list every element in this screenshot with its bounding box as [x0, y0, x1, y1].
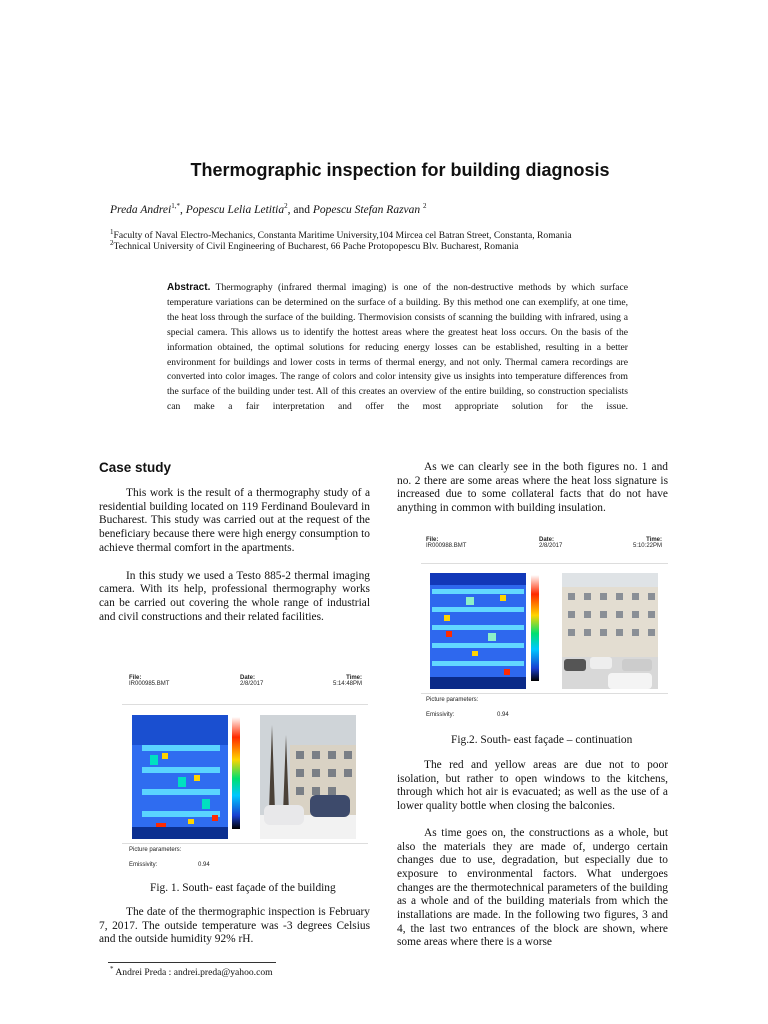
abstract — [167, 281, 628, 415]
affiliation-1: $^1$Faculty of Naval Electro-Mechanics, Constanta Maritime University,104 Mircea cel Batran Street, Constanta, Romania — [110, 227, 572, 241]
left-column-bottom — [99, 906, 370, 947]
temperature-scale-1 — [232, 717, 240, 829]
figure-2: File: IR000988.BMT Date: 2/8/2017 Time: 5:10:22PM Picture parameters: Emissivity: 0.94 — [421, 529, 668, 724]
affiliations — [110, 227, 572, 252]
footnote: * Andrei Preda : andrei.preda@yahoo.com — [110, 964, 273, 978]
author-3: Popescu Stefan Razvan — [312, 204, 421, 216]
abstract-text: Thermography (infrared thermal imaging) is one of the non-destructive methods by which surface temperature variations can be determined on the surface of a building. By this method one can exemplify, at one time, the heat loss through the surface of the building. Thermovision consists of scanning the building with infrared, using a special camera. This allows us to identify the hottest areas where the greatest heat loss occurs. On the basis of the information obtained, the optimal solutions for reducing energy losses can be established, resulting in a better environment for buildings and lower costs in terms of thermal energy, and not only. Thermal camera recordings are converted into color images. The range of colors and color intensity give us insights into temperature differences from the surface of the building under test. All of this creates an overview of the entire building, so construction specialists can make a fair interpretation and offer the most appropriate solution for the issue. — [167, 282, 628, 413]
right-column-bottom — [397, 759, 668, 950]
paper-title: Thermographic inspection for building diagnosis — [190, 160, 610, 180]
abstract-label: Abstract. — [167, 282, 211, 293]
paragraph: The date of the thermographic inspection is February 7, 2017. The outside temperature was -3 degrees Celsius and the outside humidity 92% rH. — [99, 906, 370, 946]
paragraph: The red and yellow areas are due not to poor isolation, but rather to open windows to the kitchens, through which hot air is evacuated; as well as the use of a lower quality bottle when closing the balconies. — [397, 759, 668, 813]
thermal-image-2 — [430, 573, 526, 689]
figure-1: File: IR000985.BMT Date: 2/8/2017 Time: 5:14:48PM Picture parameters: Emissivity: 0.94 — [122, 667, 368, 874]
thermal-image-1 — [132, 715, 228, 839]
figure-1-caption: Fig. 1. South- east façade of the building — [150, 882, 336, 894]
author-1: Preda Andrei — [110, 204, 172, 216]
author-2-sup: 2 — [284, 202, 288, 211]
section-heading: Case study — [99, 460, 172, 475]
paragraph: In this study we used a Testo 885-2 thermal imaging camera. With its help, professional thermography works can be carried out covering the whole range of industrial and civil constructions and their related facilities. — [99, 569, 370, 623]
affiliation-2: $^2$Technical University of Civil Engineering of Bucharest, 66 Pache Protopopescu Blv. Bucharest, Romania — [110, 238, 519, 252]
paragraph: As time goes on, the constructions as a whole, but also the materials they are made of, undergo certain changes due to use, degradation, but especially due to exposure to environmental factors. What undergoes changes are the thermotechnical parameters of the building as a whole and of the building materials from which the installations are made. In the following two figures, 3 and 4, the last two entrances of the block are shown, where some areas where there is a worse — [397, 826, 668, 949]
right-column-top — [397, 461, 668, 516]
footnote-rule — [108, 962, 276, 963]
temperature-scale-2 — [531, 575, 539, 681]
author-line: Preda Andrei$^{1,*}$, Popescu Lelia Letitia$^2$, and Popescu Stefan Razvan $^2$ — [110, 202, 427, 216]
author-conjunction: , and — [287, 204, 313, 216]
photo-1 — [260, 715, 356, 839]
figure-2-caption: Fig.2. South- east façade – continuation — [451, 734, 633, 746]
photo-2 — [562, 573, 658, 689]
paragraph: As we can clearly see in the both figures no. 1 and no. 2 there are some areas where the heat loss signature is increased due to some collateral facts that do not have anything in common with building insulation. — [397, 461, 668, 515]
author-1-sup: 1,* — [171, 202, 180, 211]
author-2: Popescu Lelia Letitia — [185, 204, 285, 216]
left-column-top — [99, 487, 370, 624]
paragraph: This work is the result of a thermography study of a residential building located on 119 Ferdinand Boulevard in Bucharest. This study was carried out at the request of the beneficiary because there were high energy consumption to achieve thermal comfort in the apartments. — [99, 487, 370, 554]
author-3-sup: 2 — [423, 202, 427, 211]
